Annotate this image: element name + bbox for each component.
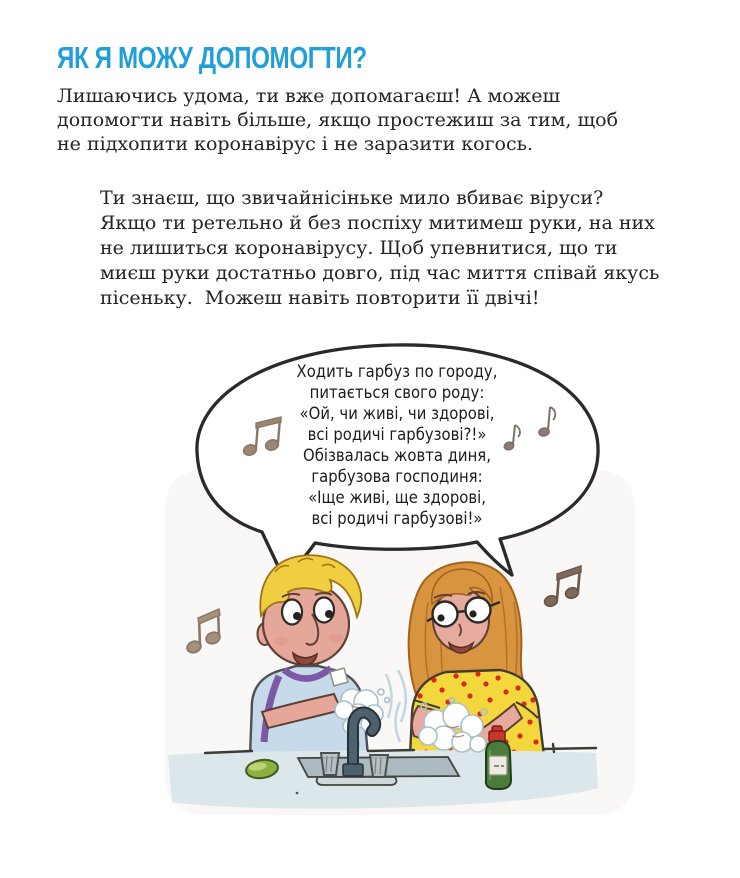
page-title: ЯК Я МОЖУ ДОПОМОГТИ? — [57, 40, 367, 75]
text-line: Ти знаєш, що звичайнісіньке мило вбиває віруси? — [100, 187, 604, 209]
text-line: Якщо ти ретельно й без поспіху митимеш руки, на них — [100, 212, 655, 234]
text-line: пісеньку. Можеш навіть повторити її двічі! — [100, 287, 540, 309]
text-line: миєш руки достатньо довго, під час миття співай якусь — [100, 262, 660, 284]
song-line: гарбузова господиня: — [311, 467, 483, 486]
text-line: допомогти навіть більше, якщо простежиш за тим, щоб — [57, 109, 619, 131]
handwash-paragraph — [100, 186, 659, 311]
text-line: не лишиться коронавірусу. Щоб упевнитися, що ти — [100, 237, 618, 259]
cup — [370, 755, 388, 777]
text-line: не підхопити коронавірус і не заразити когось. — [57, 133, 534, 155]
song-line: «Іще живі, ще здорові, — [308, 488, 486, 507]
song-line: всі родичі гарбузові?!» — [307, 425, 487, 444]
intro-paragraph — [57, 84, 618, 156]
song-line: «Ой, чи живі, чи здорові, — [299, 404, 495, 423]
song-line: Обізвалась жовта диня, — [303, 446, 491, 465]
song-line: питається свого роду: — [309, 383, 485, 402]
speech-bubble-text — [262, 361, 532, 529]
song-line: всі родичі гарбузові!» — [311, 509, 483, 528]
cup — [321, 753, 339, 775]
song-line: Ходить гарбуз по городу, — [296, 362, 498, 381]
text-line: Лишаючись удома, ти вже допомагаєш! А можеш — [57, 85, 561, 107]
